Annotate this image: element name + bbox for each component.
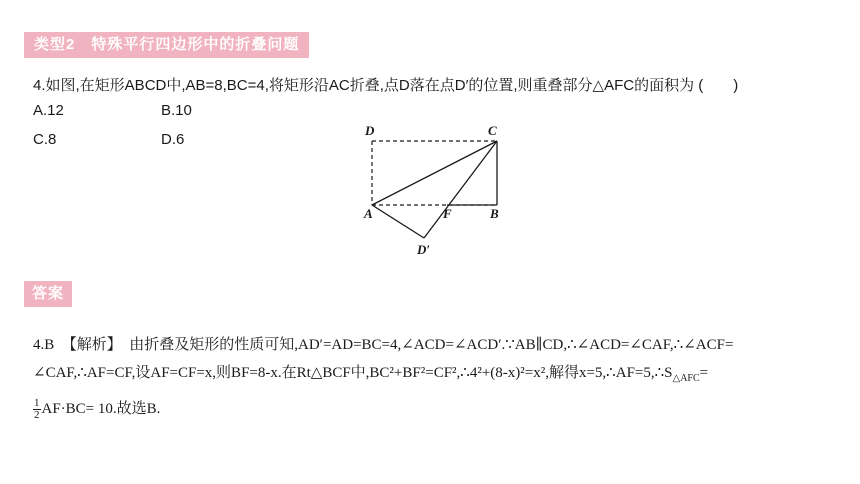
area-subscript: △AFC <box>672 373 700 384</box>
section-tag: 类型2 特殊平行四边形中的折叠问题 <box>24 32 309 58</box>
label-d: D <box>365 123 375 138</box>
solution-line-2-text: ∠CAF,∴AF=CF,设AF=CF=x,则BF=8-x.在Rt△BCF中,BC²+BF²=CF²,∴4²+(8-x)²=x²,解得x=5,∴AF=5,∴S <box>33 365 673 381</box>
question-text: 4.如图,在矩形ABCD中,AB=8,BC=4,将矩形沿AC折叠,点D落在点D′的位置,则重叠部分△AFC的面积为 ( ) <box>33 77 739 94</box>
solution-line-1: 4.B 【解析】 由折叠及矩形的性质可知,AD′=AD=BC=4,∠ACD=∠ACD′.∵AB∥CD,∴∠ACD=∠CAF,∴∠ACF= <box>33 337 734 353</box>
option-b: B.10 <box>161 102 192 119</box>
option-c: C.8 <box>33 131 57 148</box>
solution-line-2-end: = <box>699 365 709 381</box>
segment-ad-prime <box>372 205 424 238</box>
fraction-numerator: 1 <box>34 397 40 410</box>
label-a: A <box>364 206 373 221</box>
label-f: F <box>443 206 452 221</box>
solution-line-3 <box>33 397 160 421</box>
fraction-denominator: 2 <box>34 409 40 422</box>
label-d-prime: D′ <box>417 242 431 257</box>
geometry-figure <box>355 118 515 258</box>
label-c: C <box>488 123 497 138</box>
option-d: D.6 <box>161 131 185 148</box>
solution-line-3-text: AF·BC= 10.故选B. <box>41 401 161 417</box>
label-b: B <box>490 206 499 221</box>
option-a: A.12 <box>33 102 64 119</box>
segment-cd-prime <box>424 141 497 238</box>
fraction-one-half <box>33 398 41 421</box>
answer-tag: 答案 <box>24 281 72 307</box>
segment-ac <box>372 141 497 205</box>
solution-line-2 <box>33 361 708 384</box>
